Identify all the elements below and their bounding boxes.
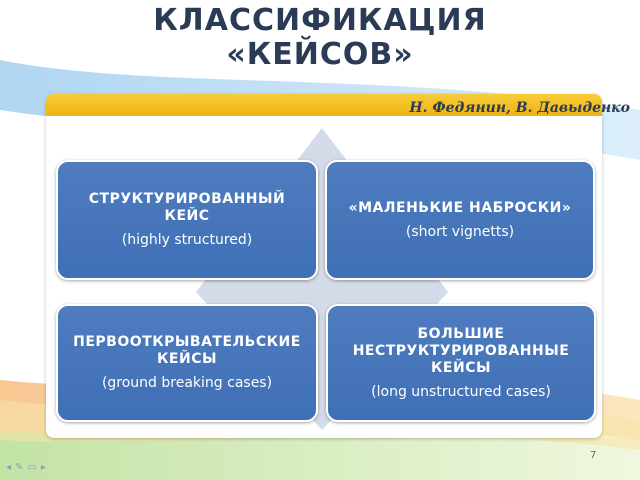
box-ground-breaking-title: ПЕРВООТКРЫВАТЕЛЬСКИЕ КЕЙСЫ bbox=[73, 334, 301, 367]
box-ground-breaking-subtitle: (ground breaking cases) bbox=[101, 375, 273, 391]
page-number: 7 bbox=[590, 450, 597, 461]
box-long-unstructured bbox=[326, 304, 596, 422]
box-structured-case bbox=[56, 160, 318, 280]
box-long-unstructured-title: БОЛЬШИЕ НЕСТРУКТУРИРОВАННЫЕ КЕЙСЫ bbox=[352, 325, 570, 376]
prev-slide-icon[interactable]: ◂ bbox=[6, 462, 16, 473]
authors-label: Н. Федянин, В. Давыденко bbox=[409, 100, 630, 116]
slide-nav-icons[interactable] bbox=[6, 462, 50, 473]
box-short-vignettes-title: «МАЛЕНЬКИЕ НАБРОСКИ» bbox=[348, 199, 572, 216]
box-short-vignettes bbox=[325, 160, 595, 280]
next-slide-icon[interactable]: ▸ bbox=[40, 462, 50, 473]
box-ground-breaking bbox=[56, 304, 318, 422]
box-short-vignettes-subtitle: (short vignetts) bbox=[405, 223, 515, 240]
pen-icon[interactable]: ✎ bbox=[15, 462, 28, 473]
title-line-1: КЛАССИФИКАЦИЯ bbox=[153, 3, 487, 38]
box-structured-case-title: СТРУКТУРИРОВАННЫЙ КЕЙС bbox=[88, 191, 286, 224]
box-long-unstructured-subtitle: (long unstructured cases) bbox=[371, 383, 551, 400]
menu-icon[interactable]: ▭ bbox=[27, 462, 41, 473]
title-line-2: «КЕЙСОВ» bbox=[226, 37, 414, 72]
box-structured-case-subtitle: (highly structured) bbox=[121, 232, 253, 248]
